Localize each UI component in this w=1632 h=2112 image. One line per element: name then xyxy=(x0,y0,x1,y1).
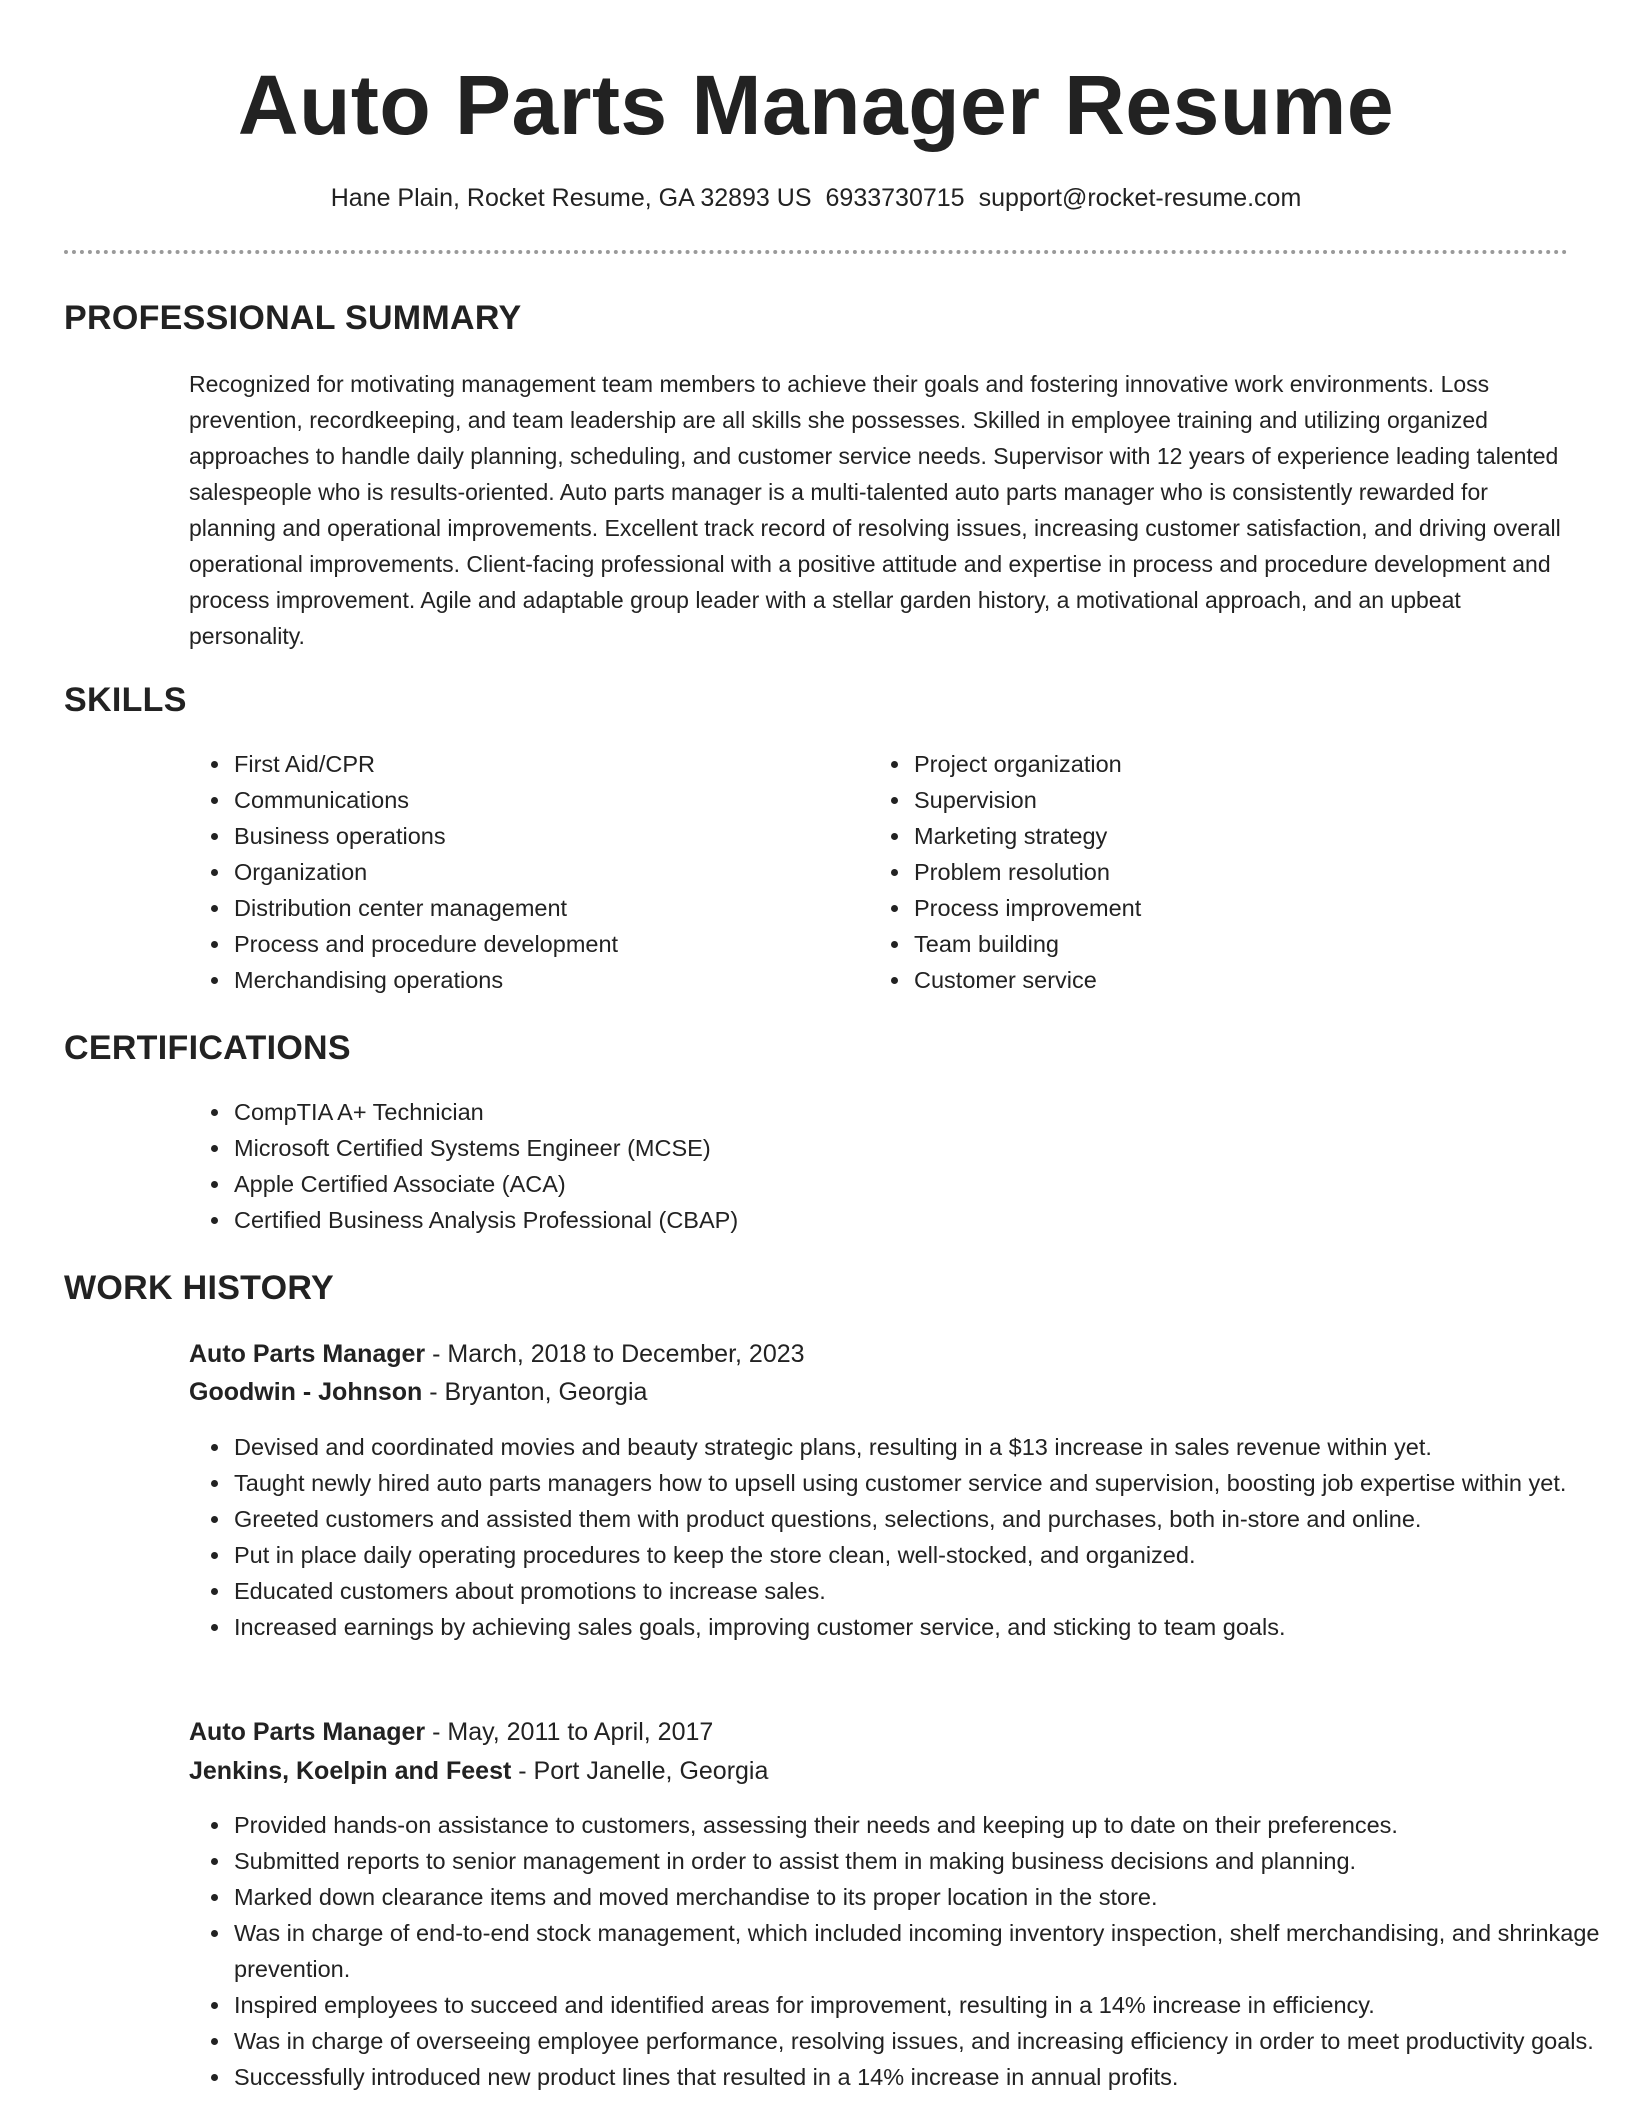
skill-item: • Process and procedure development xyxy=(232,926,852,962)
resume-title: Auto Parts Manager Resume xyxy=(237,58,1395,152)
job-dates: - March, 2018 to December, 2023 xyxy=(425,1340,805,1368)
certification-item: • Apple Certified Associate (ACA) xyxy=(232,1166,1612,1202)
skills-heading: SKILLS xyxy=(64,681,187,719)
summary-text: Recognized for motivating management team members to achieve their goals and fostering innovative work environments. Loss prevention, recordkeeping, and team leadership are all skills she possesses. Skilled in employee training and utilizing organized approaches to handle daily planning, scheduling, and customer service needs. Supervisor with 12 years of experience leading talented salespeople who is results-oriented. Auto parts manager is a multi-talented auto parts manager who is consistently rewarded for planning and operational improvements. Excellent track record of resolving issues, increasing customer satisfaction, and driving overall operational improvements. Client-facing professional with a positive attitude and expertise in process and procedure development and process improvement. Agile and adaptable group leader with a stellar garden history, a motivational approach, and an upbeat personality. xyxy=(189,371,1561,649)
job-company-line xyxy=(189,1373,647,1411)
contact-email[interactable]: support@rocket-resume.com xyxy=(978,184,1302,212)
contact-line xyxy=(0,180,1632,216)
job-duties-list xyxy=(188,1429,1612,1645)
job-duty: • Inspired employees to succeed and identified areas for improvement, resulting in a 14% increase in efficiency. xyxy=(232,1987,1612,2023)
certification-item: • Certified Business Analysis Professional (CBAP) xyxy=(232,1202,1612,1238)
skill-item: • Problem resolution xyxy=(912,854,1532,890)
header-divider xyxy=(64,250,1568,254)
contact-phone: 6933730715 xyxy=(825,184,965,212)
job-dates: - May, 2011 to April, 2017 xyxy=(425,1718,714,1746)
job-duty: • Marked down clearance items and moved merchandise to its proper location in the store. xyxy=(232,1879,1612,1915)
skill-item: • Organization xyxy=(232,854,852,890)
skill-item: • Project organization xyxy=(912,746,1532,782)
skill-item: • Process improvement xyxy=(912,890,1532,926)
job-duty: • Was in charge of overseeing employee performance, resolving issues, and increasing efficiency in order to meet productivity goals. xyxy=(232,2023,1612,2059)
skill-item: • First Aid/CPR xyxy=(232,746,852,782)
job-duty: • Taught newly hired auto parts managers how to upsell using customer service and supervision, boosting job expertise within yet. xyxy=(232,1465,1612,1501)
job-title: Auto Parts Manager xyxy=(189,1340,426,1368)
skill-item: • Communications xyxy=(232,782,852,818)
skill-item: • Team building xyxy=(912,926,1532,962)
job-duty: • Provided hands-on assistance to customers, assessing their needs and keeping up to date on their preferences. xyxy=(232,1807,1612,1843)
job-duty: • Devised and coordinated movies and beauty strategic plans, resulting in a $13 increase in sales revenue within yet. xyxy=(232,1429,1612,1465)
job-location: - Bryanton, Georgia xyxy=(422,1378,648,1406)
skill-item: • Marketing strategy xyxy=(912,818,1532,854)
job-duty: • Educated customers about promotions to increase sales. xyxy=(232,1573,1612,1609)
job-duty: • Greeted customers and assisted them with product questions, selections, and purchases, both in-store and online. xyxy=(232,1501,1612,1537)
job-location: - Port Janelle, Georgia xyxy=(511,1757,769,1785)
skill-item: • Supervision xyxy=(912,782,1532,818)
work-history-heading: WORK HISTORY xyxy=(64,1269,334,1307)
job-company: Jenkins, Koelpin and Feest xyxy=(189,1757,512,1785)
job-title-line xyxy=(189,1335,805,1373)
job-duty: • Submitted reports to senior management in order to assist them in making business decisions and planning. xyxy=(232,1843,1612,1879)
job-title: Auto Parts Manager xyxy=(189,1718,426,1746)
skill-item: • Merchandising operations xyxy=(232,962,852,998)
certifications-list xyxy=(188,1094,1612,1238)
skill-item: • Business operations xyxy=(232,818,852,854)
contact-address: Hane Plain, Rocket Resume, GA 32893 US xyxy=(330,184,812,212)
job-duty: • Increased earnings by achieving sales goals, improving customer service, and sticking to team goals. xyxy=(232,1609,1612,1645)
summary-heading: PROFESSIONAL SUMMARY xyxy=(64,299,522,337)
certification-item: • Microsoft Certified Systems Engineer (MCSE) xyxy=(232,1130,1612,1166)
skill-item: • Distribution center management xyxy=(232,890,852,926)
job-title-line xyxy=(189,1713,713,1751)
job-company: Goodwin - Johnson xyxy=(189,1378,423,1406)
certifications-heading: CERTIFICATIONS xyxy=(64,1029,351,1067)
skills-list-right xyxy=(868,746,1532,998)
job-company-line xyxy=(189,1752,768,1790)
job-duty: • Was in charge of end-to-end stock management, which included incoming inventory inspection, shelf merchandising, and shrinkage prevention. xyxy=(232,1915,1612,1987)
job-duty: • Put in place daily operating procedures to keep the store clean, well-stocked, and organized. xyxy=(232,1537,1612,1573)
certification-item: • CompTIA A+ Technician xyxy=(232,1094,1612,1130)
job-duty: • Successfully introduced new product lines that resulted in a 14% increase in annual profits. xyxy=(232,2059,1612,2095)
job-duties-list xyxy=(188,1807,1612,2095)
skills-list-left xyxy=(188,746,852,998)
skill-item: • Customer service xyxy=(912,962,1532,998)
